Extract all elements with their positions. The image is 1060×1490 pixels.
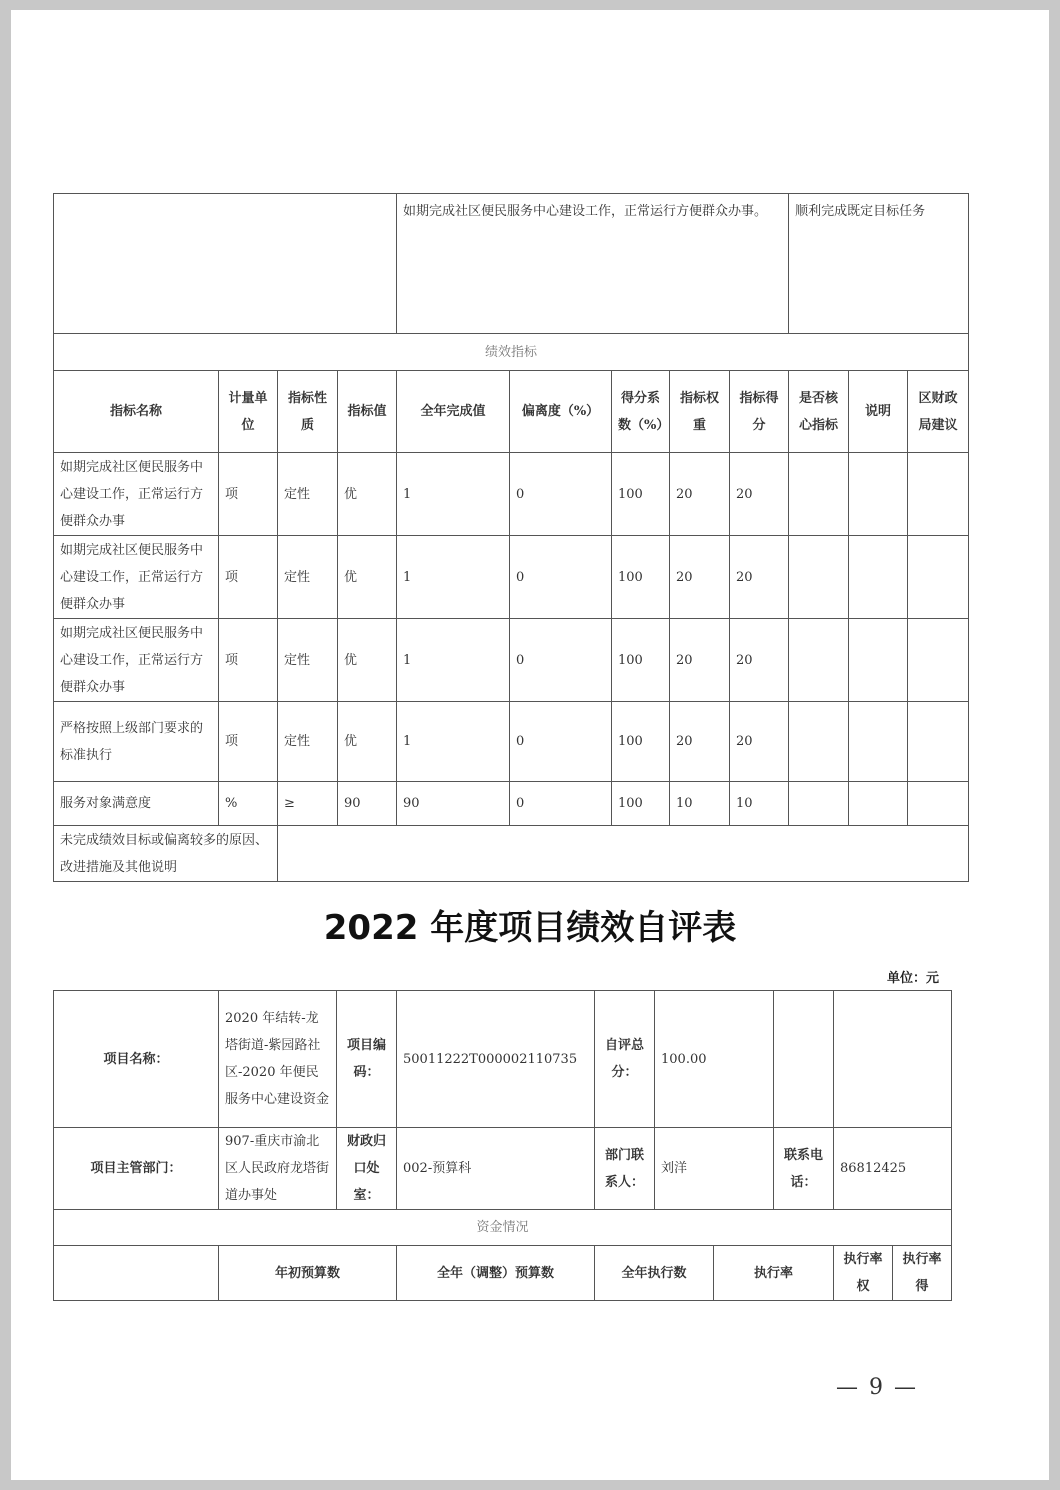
indicator-actual: 1 [397, 702, 510, 782]
header-actual: 全年完成值 [397, 371, 510, 453]
indicator-actual: 1 [397, 453, 510, 536]
header-unit: 计量单位 [219, 371, 278, 453]
goal-label-cell [54, 194, 397, 334]
table-row [54, 453, 969, 536]
indicator-deviation: 0 [510, 702, 612, 782]
header-weight: 指标权重 [670, 371, 730, 453]
project-code-label: 项目编码： [337, 991, 397, 1128]
finance-office-label: 财政归口处室： [337, 1128, 397, 1210]
indicator-target: 优 [338, 619, 397, 702]
funds-header-row [54, 1246, 952, 1301]
page-number: — 9 — [836, 1375, 918, 1400]
contact-label: 部门联系人： [595, 1128, 655, 1210]
header-name: 指标名称 [54, 371, 219, 453]
indicator-unit: 项 [219, 619, 278, 702]
header-adjusted-budget: 全年（调整）预算数 [397, 1246, 595, 1301]
contact: 刘洋 [655, 1128, 774, 1210]
dept: 907-重庆市渝北区人民政府龙塔街道办事处 [219, 1128, 337, 1210]
header-execution-rate: 执行率 [714, 1246, 834, 1301]
table-row [54, 782, 969, 826]
indicator-score: 20 [730, 702, 789, 782]
indicator-score: 10 [730, 782, 789, 826]
indicator-nature: 定性 [278, 536, 338, 619]
indicator-name: 严格按照上级部门要求的标准执行 [54, 702, 219, 782]
indicator-actual: 1 [397, 536, 510, 619]
indicator-unit: 项 [219, 453, 278, 536]
section-title-indicators: 绩效指标 [54, 334, 969, 371]
indicator-actual: 1 [397, 619, 510, 702]
header-core: 是否核心指标 [789, 371, 849, 453]
indicator-coef: 100 [612, 453, 670, 536]
header-suggestion: 区财政局建议 [908, 371, 969, 453]
indicator-deviation: 0 [510, 536, 612, 619]
indicator-target: 优 [338, 453, 397, 536]
indicator-score: 20 [730, 453, 789, 536]
indicator-score: 20 [730, 619, 789, 702]
phone: 86812425 [834, 1128, 952, 1210]
indicator-weight: 10 [670, 782, 730, 826]
explanation-label: 未完成绩效目标或偏离较多的原因、改进措施及其他说明 [54, 826, 278, 882]
header-rate-score: 执行率得 [893, 1246, 952, 1301]
indicator-name: 如期完成社区便民服务中心建设工作，正常运行方便群众办事 [54, 536, 219, 619]
header-executed: 全年执行数 [595, 1246, 714, 1301]
table-row [54, 536, 969, 619]
indicator-weight: 20 [670, 536, 730, 619]
indicator-deviation: 0 [510, 782, 612, 826]
total-score: 100.00 [655, 991, 774, 1128]
indicator-weight: 20 [670, 453, 730, 536]
indicator-target: 90 [338, 782, 397, 826]
project-name-label: 项目名称： [54, 991, 219, 1128]
indicator-deviation: 0 [510, 619, 612, 702]
indicator-unit: 项 [219, 702, 278, 782]
project-code: 50011222T000002110735 [397, 991, 595, 1128]
explanation-row [54, 826, 969, 882]
indicator-nature: 定性 [278, 619, 338, 702]
header-note: 说明 [849, 371, 908, 453]
indicator-name: 如期完成社区便民服务中心建设工作，正常运行方便群众办事 [54, 619, 219, 702]
indicator-actual: 90 [397, 782, 510, 826]
goal-row [54, 194, 969, 334]
explanation-value [278, 826, 969, 882]
indicator-nature: ≥ [278, 782, 338, 826]
indicator-coef: 100 [612, 782, 670, 826]
table-row [54, 619, 969, 702]
indicator-name: 如期完成社区便民服务中心建设工作，正常运行方便群众办事 [54, 453, 219, 536]
section-title-funds: 资金情况 [54, 1210, 952, 1246]
header-nature: 指标性质 [278, 371, 338, 453]
indicator-score: 20 [730, 536, 789, 619]
indicator-coef: 100 [612, 702, 670, 782]
header-rate-weight: 执行率权 [834, 1246, 893, 1301]
indicator-nature: 定性 [278, 453, 338, 536]
indicator-weight: 20 [670, 619, 730, 702]
project-info-row [54, 991, 952, 1128]
goal-text: 如期完成社区便民服务中心建设工作，正常运行方便群众办事。 [397, 194, 789, 334]
indicator-deviation: 0 [510, 453, 612, 536]
total-score-label: 自评总分： [595, 991, 655, 1128]
project-name: 2020 年结转-龙塔街道-紫园路社区-2020 年便民服务中心建设资金 [219, 991, 337, 1128]
result-text: 顺利完成既定目标任务 [789, 194, 969, 334]
performance-indicator-table [53, 193, 969, 882]
indicator-name: 服务对象满意度 [54, 782, 219, 826]
indicator-nature: 定性 [278, 702, 338, 782]
dept-label: 项目主管部门： [54, 1128, 219, 1210]
form-title: 2022 年度项目绩效自评表 [323, 908, 737, 948]
table-row [54, 702, 969, 782]
header-score: 指标得分 [730, 371, 789, 453]
department-row [54, 1128, 952, 1210]
header-target: 指标值 [338, 371, 397, 453]
indicator-target: 优 [338, 536, 397, 619]
indicator-unit: % [219, 782, 278, 826]
header-coef: 得分系数（%） [612, 371, 670, 453]
phone-label: 联系电话： [774, 1128, 834, 1210]
indicator-coef: 100 [612, 536, 670, 619]
indicator-target: 优 [338, 702, 397, 782]
finance-office: 002-预算科 [397, 1128, 595, 1210]
indicator-header-row [54, 371, 969, 453]
project-self-evaluation-table [53, 990, 952, 1301]
indicator-coef: 100 [612, 619, 670, 702]
unit-label: 单位：元 [887, 971, 940, 986]
indicator-unit: 项 [219, 536, 278, 619]
document-page [11, 10, 1049, 1480]
indicator-weight: 20 [670, 702, 730, 782]
header-initial-budget: 年初预算数 [219, 1246, 397, 1301]
header-deviation: 偏离度（%） [510, 371, 612, 453]
